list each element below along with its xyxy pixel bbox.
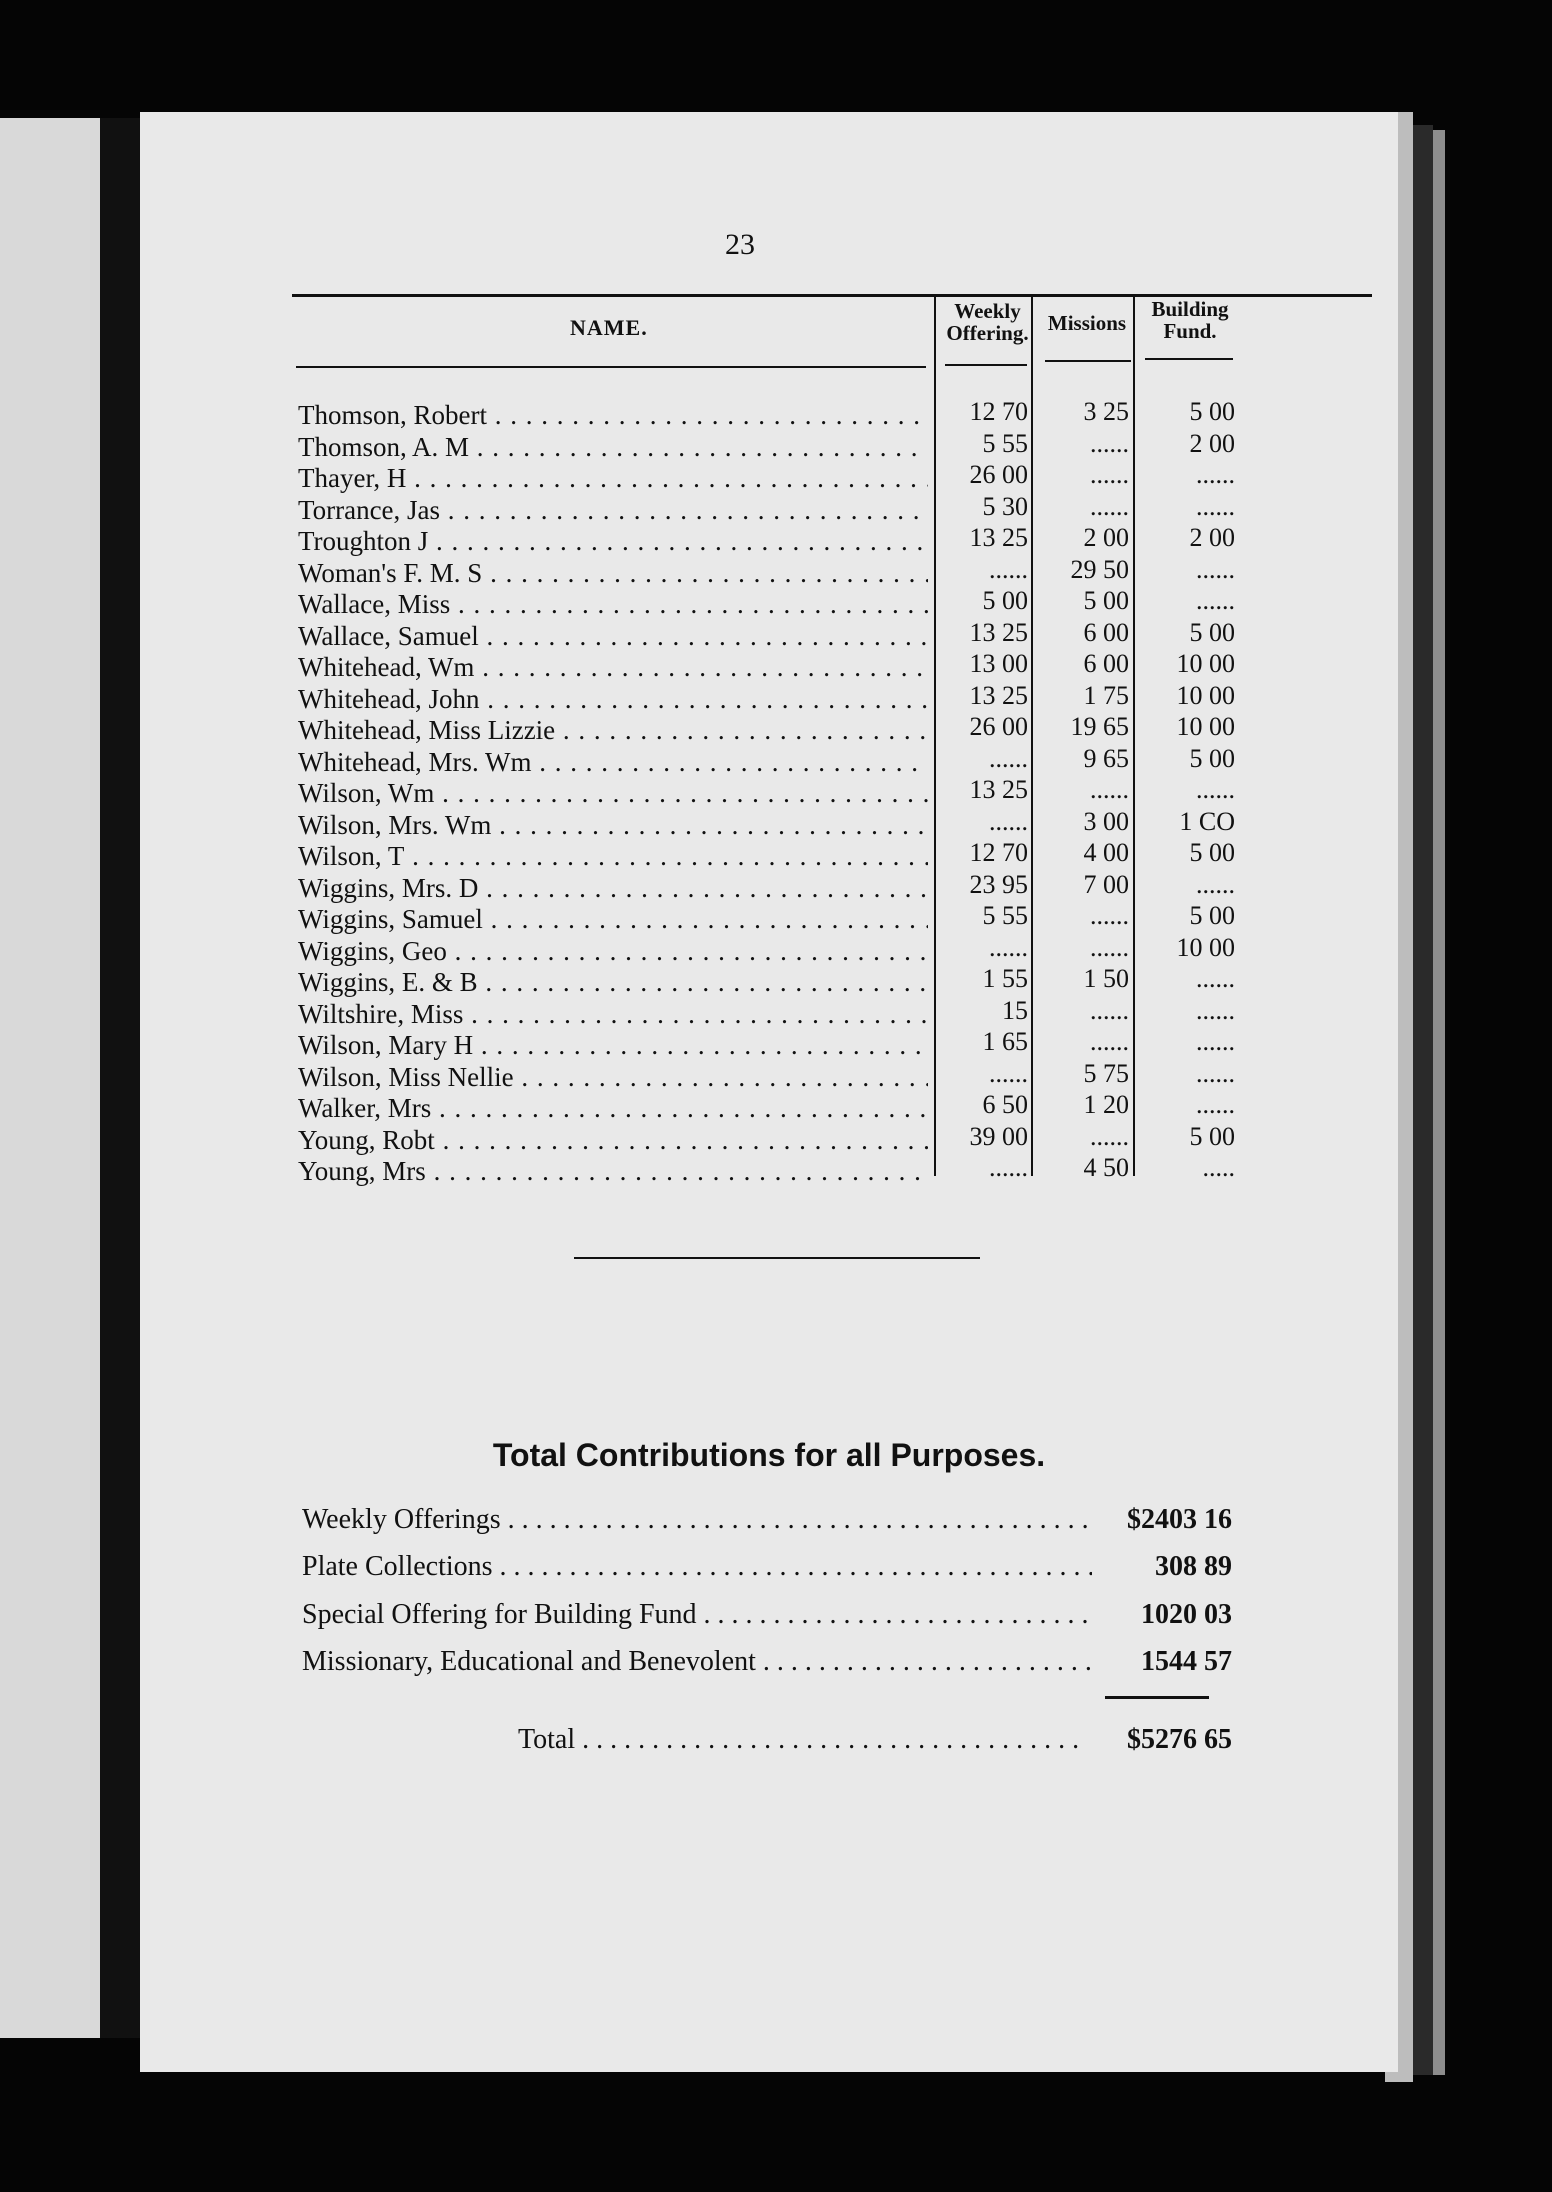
row-name: Thomson, A. M . . . [298,432,928,463]
building-cell: ...... [1196,995,1235,1025]
header-missions: Missions [1047,311,1127,335]
name-column [298,400,928,1188]
total-line-amount: 308 89 [1092,1544,1232,1590]
header-name: NAME. [570,315,648,340]
total-line-missionary [302,1639,1232,1685]
missions-cell: ...... [1090,491,1129,521]
book-binding [100,118,142,2038]
building-cell: ...... [1196,1058,1235,1088]
table-row [298,1030,928,1062]
missions-cell: 1 75 [1083,680,1129,710]
total-line-label: Special Offering for Building Fund . . . [302,1592,1092,1638]
weekly-offering-column [936,396,1028,1184]
total-line-weekly [302,1497,1232,1543]
missions-cell: ...... [1090,428,1129,458]
missions-cell: ...... [1090,1027,1129,1056]
building-cell: 2 00 [1189,428,1235,458]
missions-cell: 1 50 [1083,964,1129,993]
missions-cell: 7 00 [1083,869,1129,899]
table-row [298,495,928,527]
weekly-cell: 13 00 [969,649,1028,678]
missions-cell: 3 00 [1083,806,1129,836]
weekly-cell: 6 50 [982,1090,1028,1119]
weekly-cell: ...... [989,1153,1028,1182]
missions-cell: 1 20 [1083,1090,1129,1119]
missions-cell: 5 75 [1083,1058,1129,1088]
table-row [298,526,928,558]
table-row [298,715,928,747]
missions-cell: 6 00 [1083,617,1129,647]
building-cell: 1 CO [1179,806,1235,836]
row-name: Troughton J . . . [298,526,928,557]
building-cell: 5 00 [1189,838,1235,867]
section-divider [574,1257,980,1259]
row-name: Wiltshire, Miss . . . [298,999,928,1030]
table-row [298,778,928,810]
table-row [298,810,928,842]
table-row [298,999,928,1031]
building-cell: 10 00 [1176,680,1235,710]
building-cell: 2 00 [1189,523,1235,552]
table-row [298,684,928,716]
header-building [1138,298,1242,342]
building-header-underline [1145,358,1233,360]
header-weekly [940,300,1035,344]
building-cell: 5 00 [1189,901,1235,930]
table-row [298,904,928,936]
weekly-cell: 5 55 [982,901,1028,930]
weekly-cell: 23 95 [969,869,1028,899]
weekly-cell: 26 00 [969,460,1028,489]
row-name: Wallace, Samuel . . . [298,621,928,652]
missions-column [1033,396,1129,1184]
missions-cell: 4 00 [1083,838,1129,867]
building-cell: 10 00 [1176,932,1235,962]
building-fund-column [1135,396,1235,1184]
weekly-cell: 12 70 [969,838,1028,867]
building-cell: ...... [1196,869,1235,899]
missions-cell: 9 65 [1083,743,1129,773]
missions-cell: 4 50 [1083,1153,1129,1182]
missions-cell: ...... [1090,995,1129,1025]
building-cell: ...... [1196,554,1235,584]
weekly-cell: ...... [989,1058,1028,1088]
page-number: 23 [725,228,755,261]
row-name: Thomson, Robert . . . [298,400,928,431]
table-row [298,1062,928,1094]
missions-cell: 2 00 [1083,523,1129,552]
total-line-amount: $2403 16 [1092,1497,1232,1543]
weekly-cell: 5 55 [982,428,1028,458]
weekly-cell: 13 25 [969,523,1028,552]
row-name: Wilson, Wm . . . [298,778,928,809]
table-row [298,1093,928,1125]
missions-cell: ...... [1090,901,1129,930]
row-name: Wilson, T . . . [298,841,928,872]
building-cell: ...... [1196,964,1235,993]
table-row [298,400,928,432]
row-name: Whitehead, Miss Lizzie . . . [298,715,928,746]
weekly-cell: 39 00 [969,1121,1028,1151]
row-name: Wiggins, Mrs. D . . . [298,873,928,904]
weekly-cell: ...... [989,806,1028,836]
missions-cell: ...... [1090,460,1129,489]
building-cell: ...... [1196,1027,1235,1056]
row-name: Whitehead, Wm . . . [298,652,928,683]
weekly-header-underline [945,364,1027,366]
row-name: Woman's F. M. S . . . [298,558,928,589]
building-cell: 10 00 [1176,712,1235,741]
row-name: Young, Robt . . . [298,1125,928,1156]
row-name: Thayer, H . . . [298,463,928,494]
page-edge-back [1433,130,1445,2075]
building-cell: ...... [1196,460,1235,489]
weekly-cell: ...... [989,932,1028,962]
building-cell: ...... [1196,491,1235,521]
building-cell: 5 00 [1189,397,1235,426]
missions-cell: 6 00 [1083,649,1129,678]
row-name: Wiggins, E. & B . . . [298,967,928,998]
row-name: Wilson, Mary H . . . [298,1030,928,1061]
weekly-cell: ...... [989,743,1028,773]
missions-cell: 29 50 [1070,554,1129,584]
table-row [298,841,928,873]
total-line-amount: 1544 57 [1092,1639,1232,1685]
grand-total-line [518,1717,1232,1763]
weekly-cell: 1 55 [982,964,1028,993]
weekly-cell: 13 25 [969,680,1028,710]
table-row [298,936,928,968]
missions-cell: 3 25 [1083,397,1129,426]
row-name: Wilson, Mrs. Wm . . . [298,810,928,841]
table-row [298,1125,928,1157]
table-row [298,621,928,653]
building-cell: ...... [1196,586,1235,615]
missions-cell: ...... [1090,1121,1129,1151]
building-cell: ...... [1196,775,1235,804]
building-cell: ...... [1196,1090,1235,1119]
table-row [298,463,928,495]
total-line-label: Plate Collections . . . [302,1544,1092,1590]
table-row [298,558,928,590]
ledger-page [140,112,1398,2072]
name-header-underline [296,366,926,368]
row-name: Young, Mrs . . . [298,1156,928,1187]
building-cell: 5 00 [1189,1121,1235,1151]
total-line-label: Weekly Offerings . . . [302,1497,1092,1543]
row-name: Wallace, Miss . . . [298,589,928,620]
table-row [298,967,928,999]
row-name: Whitehead, John . . . [298,684,928,715]
table-row [298,747,928,779]
weekly-cell: 15 [1002,995,1028,1025]
missions-header-underline [1045,360,1131,362]
header-weekly-line2: Offering. [946,321,1029,345]
building-cell: 5 00 [1189,617,1235,647]
missions-cell: 5 00 [1083,586,1129,615]
weekly-cell: 26 00 [969,712,1028,741]
missions-cell: ...... [1090,775,1129,804]
building-cell: 10 00 [1176,649,1235,678]
building-cell: 5 00 [1189,743,1235,773]
row-name: Torrance, Jas . . . [298,495,928,526]
sum-rule [1105,1696,1209,1699]
row-name: Wiggins, Samuel . . . [298,904,928,935]
weekly-cell: 5 00 [982,586,1028,615]
total-line-plate [302,1544,1232,1590]
weekly-cell: 12 70 [969,397,1028,426]
grand-total-amount: $5276 65 [1092,1717,1232,1763]
header-building-line1: Building [1151,297,1229,321]
building-cell: ..... [1202,1153,1235,1182]
row-name: Wiggins, Geo . . . [298,936,928,967]
table-row [298,589,928,621]
page-edge-shadow [1413,125,1433,2075]
header-weekly-line1: Weekly [954,299,1021,323]
weekly-cell: ...... [989,554,1028,584]
row-name: Whitehead, Mrs. Wm . . . [298,747,928,778]
total-line-label: Missionary, Educational and Benevolent . . . [302,1639,1092,1685]
row-name: Walker, Mrs . . . [298,1093,928,1124]
weekly-cell: 13 25 [969,617,1028,647]
missions-cell: 19 65 [1070,712,1129,741]
total-line-building [302,1592,1232,1638]
header-building-line2: Fund. [1163,319,1217,343]
weekly-cell: 13 25 [969,775,1028,804]
row-name: Wilson, Miss Nellie . . . [298,1062,928,1093]
table-row [298,1156,928,1188]
weekly-cell: 5 30 [982,491,1028,521]
table-row [298,432,928,464]
totals-title: Total Contributions for all Purposes. [492,1437,1046,1473]
grand-total-label: Total . . . [518,1717,1078,1763]
table-row [298,873,928,905]
missions-cell: ...... [1090,932,1129,962]
total-line-amount: 1020 03 [1092,1592,1232,1638]
table-row [298,652,928,684]
weekly-cell: 1 65 [982,1027,1028,1056]
